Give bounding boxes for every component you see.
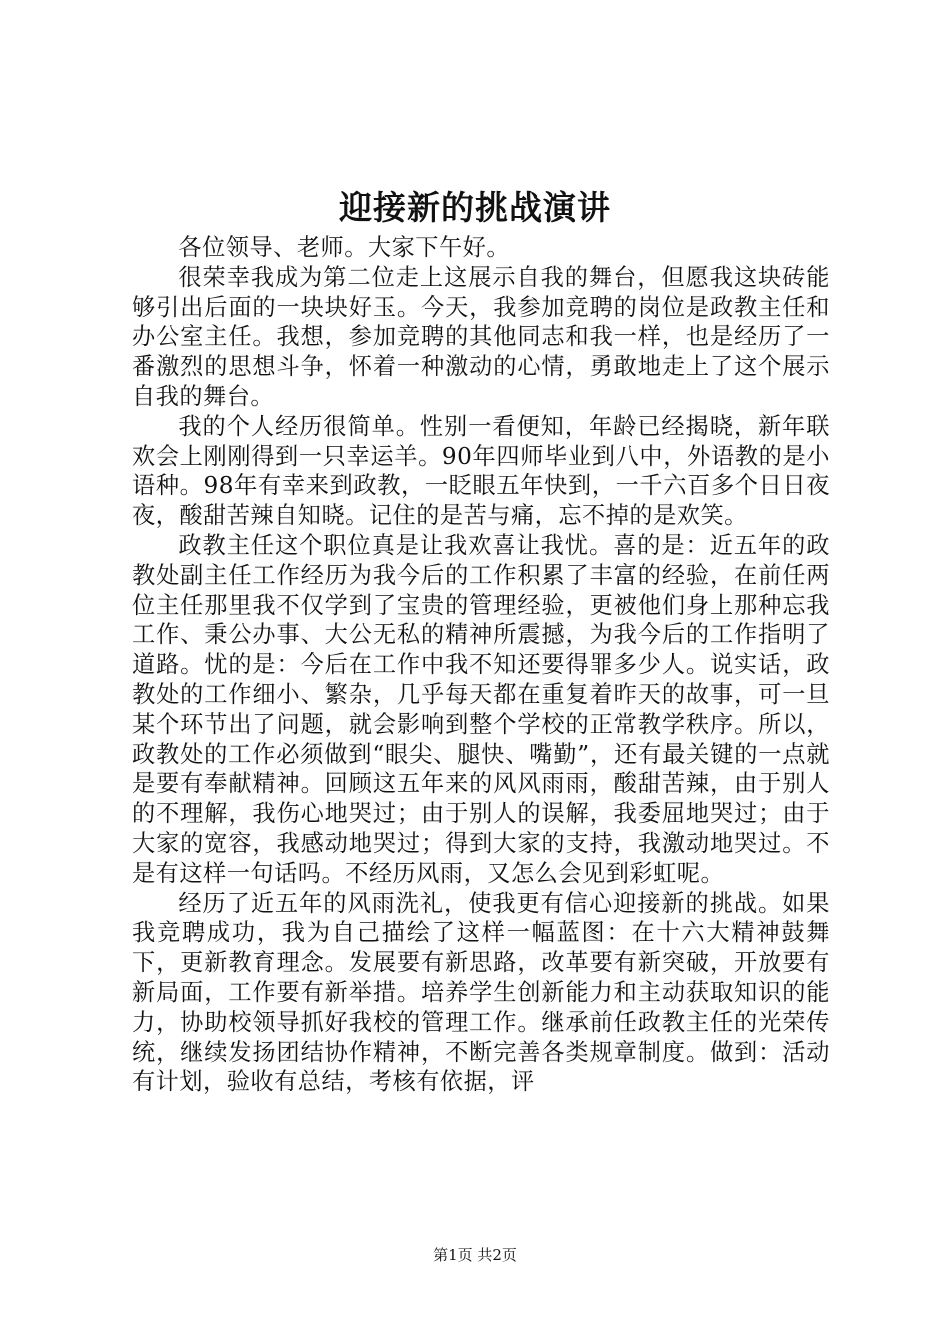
paragraph-introduction: 很荣幸我成为第二位走上这展示自我的舞台，但愿我这块砖能够引出后面的一块块好玉。今天，我参加竞聘的岗位是政教主任和办公室主任。我想，参加竞聘的其他同志和我一样，也是经历了一番激烈的思想斗争，怀着一种激动的心情，勇敢地走上了这个展示自我的舞台。 bbox=[132, 263, 830, 410]
paragraph-personal-history: 我的个人经历很简单。性别一看便知，年龄已经揭晓，新年联欢会上刚刚得到一只幸运羊。90年四师毕业到八中，外语教的是小语种。98年有幸来到政教，一眨眼五年快到，一千六百多个日日夜夜，酸甜苦辣自知晓。记住的是苦与痛，忘不掉的是欢笑。 bbox=[132, 412, 830, 530]
paragraph-greeting: 各位领导、老师。大家下午好。 bbox=[178, 234, 511, 261]
page-number-footer: 第1页 共2页 bbox=[433, 1246, 517, 1264]
document-title: 迎接新的挑战演讲 bbox=[339, 188, 611, 227]
paragraph-position-reflection: 政教主任这个职位真是让我欢喜让我忧。喜的是：近五年的政教处副主任工作经历为我今后的工作积累了丰富的经验，在前任两位主任那里我不仅学到了宝贵的管理经验，更被他们身上那种忘我工作、秉公办事、大公无私的精神所震撼，为我今后的工作指明了道路。忧的是：今后在工作中我不知还要得罪多少人。说实话，政教处的工作细小、繁杂，几乎每天都在重复着昨天的故事，可一旦某个环节出了问题，就会影响到整个学校的正常教学秩序。所以，政教处的工作必须做到“眼尖、腿快、嘴勤”，还有最关键的一点就是要有奉献精神。回顾这五年来的风风雨雨，酸甜苦辣，由于别人的不理解，我伤心地哭过；由于别人的误解，我委屈地哭过；由于大家的宽容，我感动地哭过；得到大家的支持，我激动地哭过。不是有这样一句话吗。不经历风雨，又怎么会见到彩虹呢。 bbox=[132, 531, 830, 887]
paragraph-future-plan: 经历了近五年的风雨洗礼，使我更有信心迎接新的挑战。如果我竞聘成功，我为自己描绘了这样一幅蓝图：在十六大精神鼓舞下，更新教育理念。发展要有新思路，改革要有新突破，开放要有新局面，工作要有新举措。培养学生创新能力和主动获取知识的能力，协助校领导抓好我校的管理工作。继承前任政教主任的光荣传统，继续发扬团结协作精神，不断完善各类规章制度。做到：活动有计划，验收有总结，考核有依据，评 bbox=[132, 889, 830, 1096]
document-body bbox=[132, 233, 830, 1097]
